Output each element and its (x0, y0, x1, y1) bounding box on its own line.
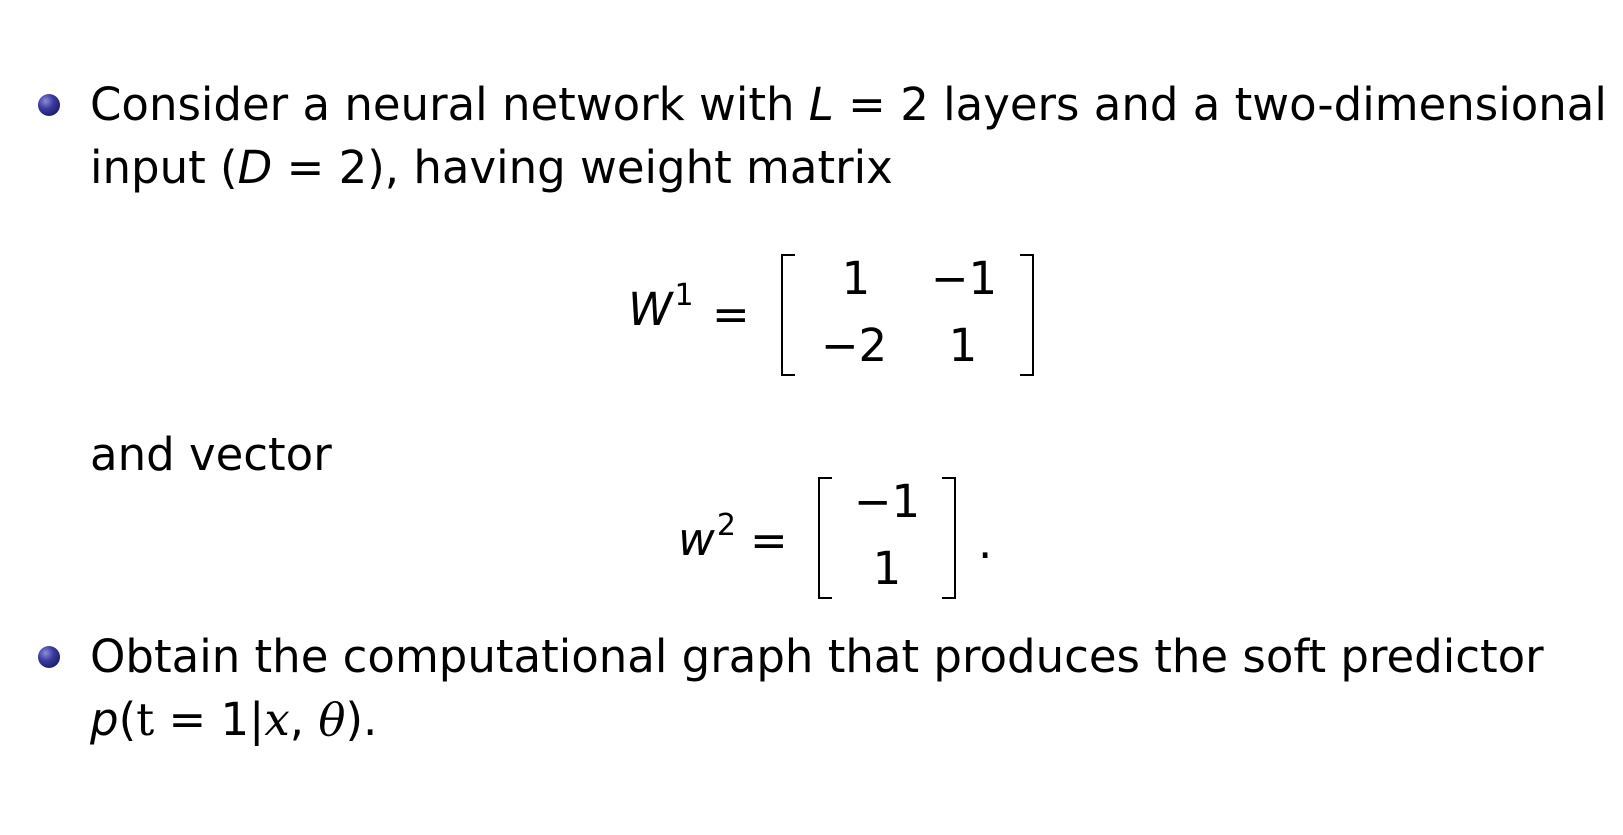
vector-w-cell-r2: 1 (872, 542, 902, 595)
between-text: and vector (90, 428, 332, 481)
bullet1-line1 (90, 78, 1607, 131)
bullet-marker-1 (38, 94, 60, 116)
matrix-W-cell-r1c1: 1 (841, 252, 871, 305)
vector-w-cell-r1: −1 (853, 475, 921, 528)
D-equals-2: = 2 (272, 141, 368, 194)
symbol-theta: θ (318, 693, 346, 746)
vector-w-period: . (978, 516, 993, 569)
matrix-W-lhs (628, 278, 694, 336)
vector-w-right-bracket (942, 477, 956, 599)
equals-one-given: = 1| (154, 693, 265, 746)
open-paren: ( (118, 693, 137, 746)
vector-w-lhs (678, 508, 736, 566)
bullet1-line2-suffix: ), having weight matrix (367, 141, 893, 194)
bullet2-line1: Obtain the computational graph that produces the soft predictor (90, 630, 1544, 683)
symbol-D: D (237, 141, 273, 194)
bullet1-line2 (90, 141, 893, 194)
symbol-w: w (678, 513, 715, 566)
bullet-marker-2 (38, 646, 60, 668)
w-superscript: 2 (716, 508, 736, 543)
matrix-W-cell-r2c2: 1 (948, 319, 978, 372)
symbol-t: t (136, 693, 155, 746)
matrix-W-right-bracket (1020, 254, 1034, 376)
matrix-W-equals: = (712, 288, 750, 341)
close-paren: ). (345, 693, 378, 746)
symbol-W: W (628, 283, 673, 336)
bullet1-line1-prefix: Consider a neural network with (90, 78, 809, 131)
W-superscript: 1 (674, 278, 694, 313)
symbol-p: p (90, 693, 119, 746)
bullet2-line2 (90, 693, 378, 746)
matrix-W-cell-r1c2: −1 (930, 252, 998, 305)
symbol-x: x (264, 693, 290, 746)
matrix-W-cell-r2c1: −2 (820, 319, 888, 372)
bullet1-line1-suffix: layers and a two-dimensional (928, 78, 1607, 131)
bullet1-line2-prefix: input ( (90, 141, 238, 194)
vector-w-equals: = (750, 514, 788, 567)
symbol-L: L (808, 78, 834, 131)
matrix-W-left-bracket (781, 254, 795, 376)
comma: , (289, 693, 319, 746)
vector-w-left-bracket (818, 477, 832, 599)
L-equals-2: = 2 (833, 78, 929, 131)
